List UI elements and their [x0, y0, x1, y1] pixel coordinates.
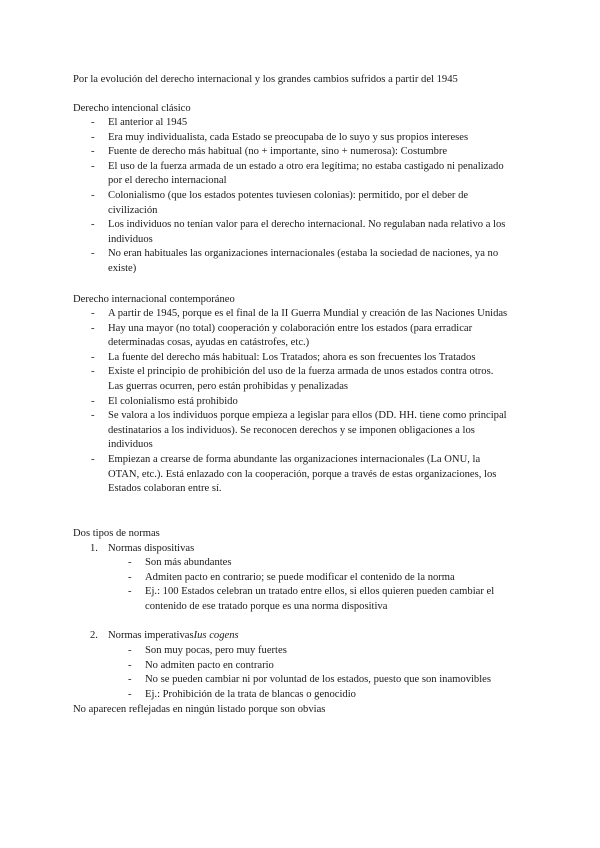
bullet-dash: -: [91, 190, 95, 201]
list-item-line: No se pueden cambiar ni por voluntad de los estados, puesto que son inamovibles: [145, 674, 491, 686]
bullet-dash: -: [91, 248, 95, 260]
bullet-dash: -: [91, 410, 95, 422]
list-item-line: No admiten pacto en contrario: [145, 659, 274, 671]
bullet-dash: -: [91, 308, 95, 319]
list-item-line: Hay una mayor (no total) cooperación y colaboración entre los estados (para erradicar: [108, 322, 473, 334]
bullet-dash: -: [128, 645, 132, 656]
imperative-title: [108, 629, 239, 643]
list-item-line: Empiezan a crearse de forma abundante las organizaciones internacionales (La ONU, la: [108, 454, 481, 465]
list-item-line: por el derecho internacional: [108, 175, 227, 187]
norms-heading: Dos tipos de normas: [73, 528, 160, 539]
bullet-dash: -: [91, 351, 95, 363]
bullet-dash: -: [128, 659, 132, 671]
intro-line: Por la evolución del derecho internacional y los grandes cambios sufridos a partir del 1945: [73, 74, 458, 85]
list-item-line: destinatarios a los individuos). Se reconocen derechos y se imponen obligaciones a los: [108, 424, 475, 436]
list-item-line: Las guerras ocurren, pero están prohibidas y penalizadas: [108, 381, 349, 392]
list-number-1: 1.: [90, 543, 98, 554]
list-item-line: civilización: [108, 204, 158, 216]
list-item-line: individuos: [108, 233, 153, 245]
list-item-line: OTAN, etc.). Está enlazado con la cooperación, porque a través de estas organizaciones, los: [108, 468, 497, 480]
bullet-dash: -: [91, 146, 95, 158]
list-item-line: Existe el principio de prohibición del uso de la fuerza armada de unos estados contra otros.: [108, 366, 494, 378]
bullet-dash: -: [128, 688, 132, 700]
list-item-line: Los individuos no tenían valor para el derecho internacional. No regulaban nada relativo a los: [108, 219, 506, 231]
bullet-dash: -: [128, 586, 132, 598]
list-item-line: El uso de la fuerza armada de un estado a otro era legítima; no estaba castigado ni penalizado: [108, 160, 504, 172]
closing-line: No aparecen reflejadas en ningún listado porque son obvias: [73, 704, 326, 715]
list-item-line: Estados colaboran entre sí.: [108, 483, 222, 495]
list-item-line: determinadas cosas, ayudas en catástrofes, etc.): [108, 337, 310, 349]
list-item-line: Fuente de derecho más habitual (no + importante, sino + numerosa): Costumbre: [108, 146, 448, 158]
bullet-dash: -: [128, 674, 132, 686]
contemporary-heading: Derecho internacional contemporáneo: [73, 294, 235, 305]
list-item-line: A partir de 1945, porque es el final de la II Guerra Mundial y creación de las Naciones Unidas: [108, 308, 508, 319]
list-item-line: Colonialismo (que los estados potentes tuviesen colonias): permitido, por el deber de: [108, 190, 469, 201]
bullet-dash: -: [91, 131, 95, 143]
list-item-line: Admiten pacto en contrario; se puede modificar el contenido de la norma: [145, 571, 455, 583]
list-item-line: Son muy pocas, pero muy fuertes: [145, 645, 287, 656]
bullet-dash: -: [91, 366, 95, 378]
bullet-dash: -: [91, 322, 95, 334]
list-item-line: La fuente del derecho más habitual: Los Tratados; ahora es son frecuentes los Tratados: [108, 351, 476, 363]
list-item-line: Era muy individualista, cada Estado se preocupaba de lo suyo y sus propios intereses: [108, 131, 469, 143]
bullet-dash: -: [128, 571, 132, 583]
bullet-dash: -: [91, 160, 95, 172]
list-number-2: 2.: [90, 630, 98, 641]
bullet-dash: -: [91, 395, 95, 407]
bullet-dash: -: [91, 454, 95, 465]
bullet-dash: -: [128, 557, 132, 568]
list-item-line: contenido de ese tratado porque es una norma dispositiva: [145, 600, 388, 612]
list-item-line: Se valora a los individuos porque empieza a legislar para ellos (DD. HH. tiene como principal: [108, 410, 507, 422]
list-item-line: existe): [108, 263, 137, 274]
list-item-line: El anterior al 1945: [108, 117, 188, 128]
list-item-line: Ej.: Prohibición de la trata de blancas o genocidio: [145, 688, 356, 700]
imperative-title-text: Normas imperativas: [108, 630, 194, 641]
bullet-dash: -: [91, 219, 95, 231]
bullet-dash: -: [91, 117, 95, 128]
list-item-line: El colonialismo está prohibido: [108, 395, 238, 407]
list-item-line: individuos: [108, 439, 153, 451]
list-item-line: No eran habituales las organizaciones internacionales (estaba la sociedad de naciones, ya no: [108, 248, 499, 260]
classic-heading: Derecho intencional clásico: [73, 103, 191, 114]
list-item-line: Ej.: 100 Estados celebran un tratado entre ellos, si ellos quieren pueden cambiar el: [145, 586, 495, 598]
list-item-line: Son más abundantes: [145, 557, 232, 568]
dispositive-title: Normas dispositivas: [108, 543, 195, 554]
imperative-title-italic: Ius cogens: [193, 630, 239, 641]
